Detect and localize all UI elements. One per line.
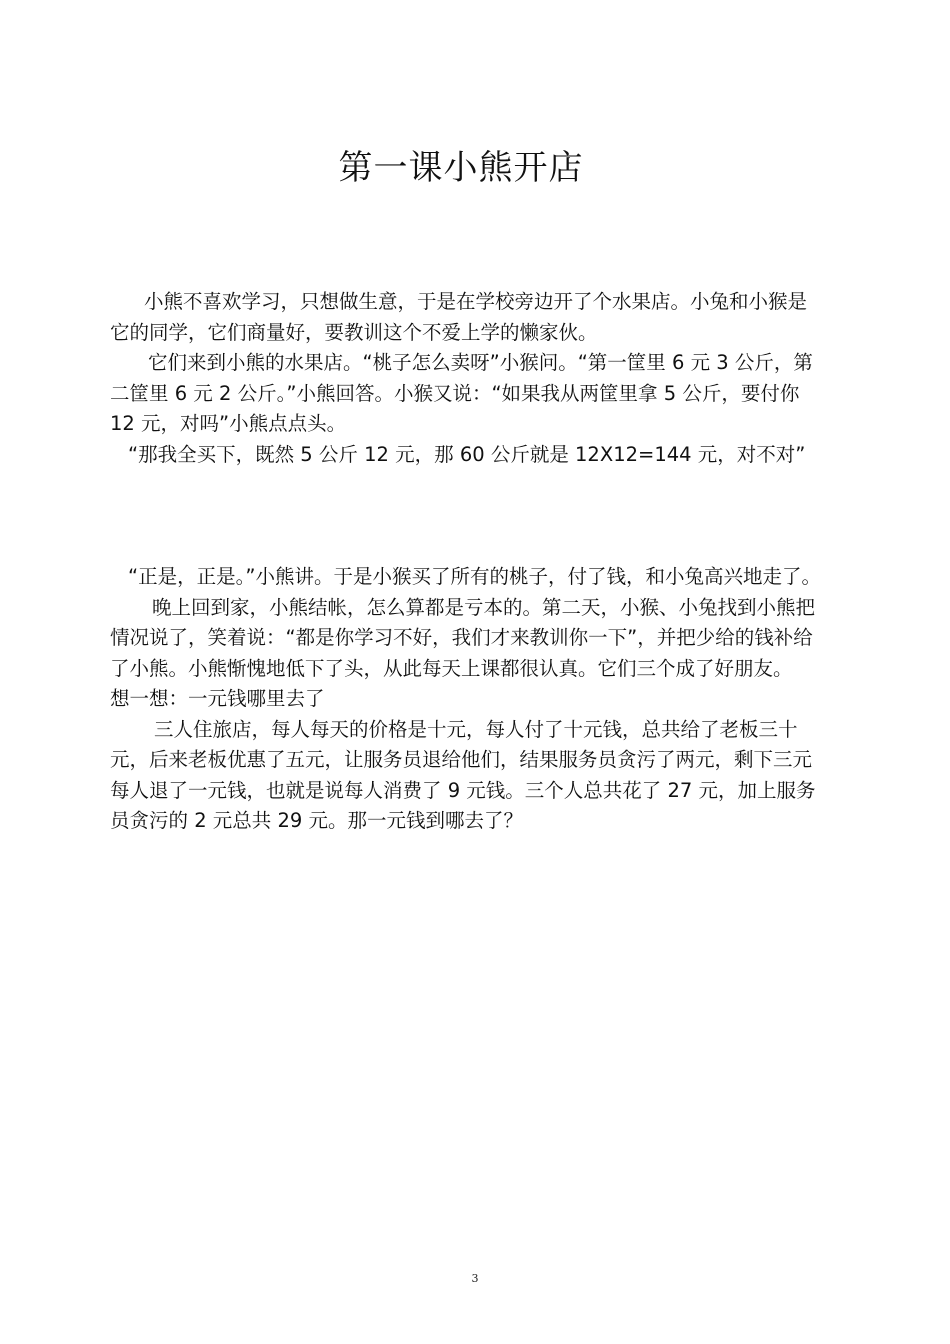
paragraph-ending: 晚上回到家，小熊结帐，怎么算都是亏本的。第二天，小猴、小兔找到小熊把情况说了，笑着说：“都是你学习不好，我们才来教训你一下”，并把少给的钱补给了小熊。小熊惭愧地低下了头，从此每天上课都很认真。它们三个成了好朋友。	[110, 595, 816, 680]
paragraph-question: “那我全买下，既然 5 公斤 12 元，那 60 公斤就是 12X12=144 元，对不对”	[128, 442, 806, 466]
paragraph-puzzle: 三人住旅店，每人每天的价格是十元，每人付了十元钱，总共给了老板三十元，后来老板优惠了五元，让服务员退给他们，结果服务员贪污了两元，剩下三元每人退了一元钱，也就是说每人消费了 9 元钱。三个人总共花了 27 元，加上服务员贪污的 2 元总共 29 元。那一元钱到哪去了？	[110, 717, 816, 832]
story-block-top	[110, 287, 822, 470]
paragraph-answer: “正是，正是。”小熊讲。于是小猴买了所有的桃子，付了钱，和小兔高兴地走了。	[128, 565, 821, 588]
think-heading: 想一想：一元钱哪里去了	[110, 687, 325, 710]
paragraph-intro: 小熊不喜欢学习，只想做生意，于是在学校旁边开了个水果店。小兔和小猴是它的同学，它们商量好，要教训这个不爱上学的懒家伙。	[110, 290, 808, 344]
paragraph-dialogue: 它们来到小熊的水果店。“桃子怎么卖呀”小猴问。“第一筐里 6 元 3 公斤，第二筐里 6 元 2 公斤。”小熊回答。小猴又说：“如果我从两筐里拿 5 公斤，要付你 12 元，对吗”小熊点点头。	[110, 351, 813, 435]
story-block-bottom	[110, 562, 822, 837]
page-title: 第一课小熊开店	[338, 148, 584, 188]
page-number: 3	[471, 1272, 479, 1285]
